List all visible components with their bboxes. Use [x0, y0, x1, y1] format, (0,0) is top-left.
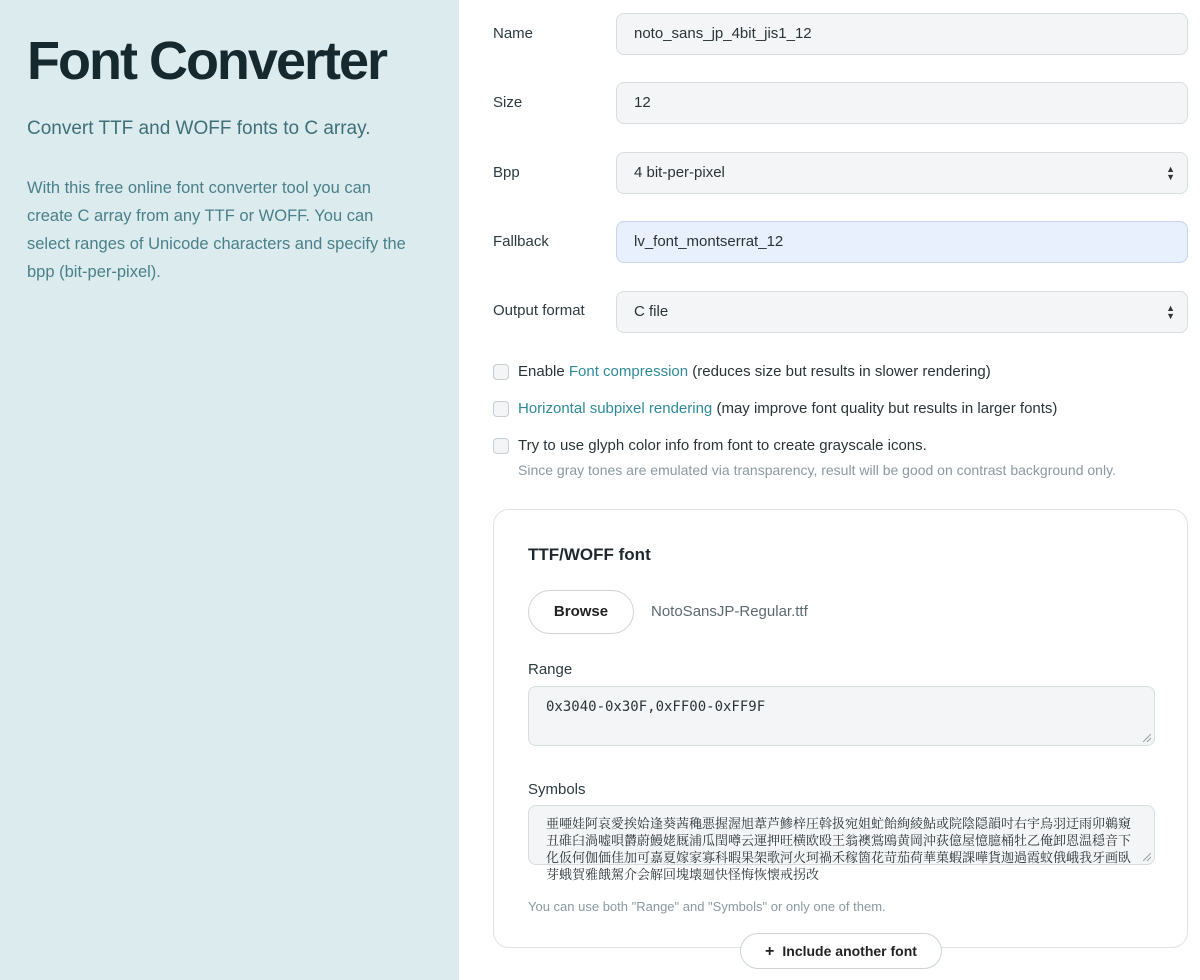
symbols-label: Symbols [528, 781, 586, 798]
resize-grip-icon[interactable] [1143, 853, 1151, 861]
range-label: Range [528, 661, 573, 678]
size-input[interactable]: 12 [616, 82, 1188, 124]
range-symbols-hint: You can use both "Range" and "Symbols" or only one of them. [528, 899, 886, 914]
output-format-select[interactable] [616, 291, 1188, 333]
select-arrows-icon: ▲ ▼ [1166, 303, 1175, 321]
glyph-color-checkbox[interactable] [493, 438, 509, 454]
resize-grip-icon[interactable] [1143, 734, 1151, 742]
bpp-label: Bpp [493, 164, 520, 181]
description: With this free online font converter tool you can create C array from any TTF or WOFF. You can select ranges of Unicode characters and specify the bpp (bit-per-pixel). [27, 179, 406, 281]
font-card-title: TTF/WOFF font [528, 545, 651, 564]
subpixel-checkbox[interactable] [493, 401, 509, 417]
fallback-input[interactable]: lv_font_montserrat_12 [616, 221, 1188, 263]
name-input[interactable]: noto_sans_jp_4bit_jis1_12 [616, 13, 1188, 55]
glyph-color-label: Try to use glyph color info from font to create grayscale icons. [518, 437, 927, 454]
font-compression-link[interactable]: Font compression [568, 363, 689, 380]
output-format-value: C file [634, 303, 669, 320]
select-arrows-icon: ▲ ▼ [1166, 164, 1175, 182]
size-label: Size [493, 94, 523, 111]
font-card [493, 509, 1188, 948]
subpixel-link[interactable]: Horizontal subpixel rendering [518, 400, 713, 417]
bpp-select[interactable] [616, 152, 1188, 194]
selected-file-name: NotoSansJP-Regular.ttf [651, 603, 808, 620]
tagline: Convert TTF and WOFF fonts to C array. [27, 118, 371, 139]
include-another-font-label: Include another font [782, 943, 917, 959]
compression-checkbox[interactable] [493, 364, 509, 380]
output-format-label: Output format [493, 302, 585, 319]
browse-button[interactable]: Browse [528, 590, 634, 634]
include-another-font-button[interactable] [740, 933, 942, 969]
range-textarea[interactable] [528, 686, 1155, 746]
app-title: Font Converter [27, 31, 387, 91]
symbols-value: 亜唖娃阿哀愛挨姶逢葵茜穐悪握渥旭葦芦鯵梓圧斡扱宛姐虻飴絢綾鮎或院陰隠韻吋右宇烏羽迂雨卯鵜窺丑碓臼渦嘘唄欝蔚鰻姥厩浦瓜閏噂云運押旺横欧殴王翁襖鴬鴎黄岡沖荻億屋憶臆桶牡乙俺卸恩温穏音下化仮何伽価佳加可嘉夏嫁家寡科暇果架歌河火珂禍禾稼箇花苛茄荷華菓蝦課嘩貨迦過霞蚊俄峨我牙画臥芽蛾賀雅餓駕介会解回塊壊廻快怪悔恢懐戒拐改 [546, 817, 1132, 883]
glyph-color-hint: Since gray tones are emulated via transparency, result will be good on contrast background only. [518, 462, 1116, 478]
bpp-value: 4 bit-per-pixel [634, 164, 725, 181]
range-value: 0x3040-0x30F,0xFF00-0xFF9F [546, 699, 766, 715]
name-label: Name [493, 25, 534, 42]
compression-prefix: Enable [518, 363, 569, 380]
fallback-label: Fallback [493, 233, 549, 250]
plus-icon: + [765, 943, 775, 960]
symbols-textarea[interactable] [528, 805, 1155, 883]
converter-form [459, 0, 1200, 980]
compression-suffix: (reduces size but results in slower rendering) [688, 363, 991, 380]
sidebar [0, 0, 459, 980]
subpixel-suffix: (may improve font quality but results in larger fonts) [712, 400, 1058, 417]
